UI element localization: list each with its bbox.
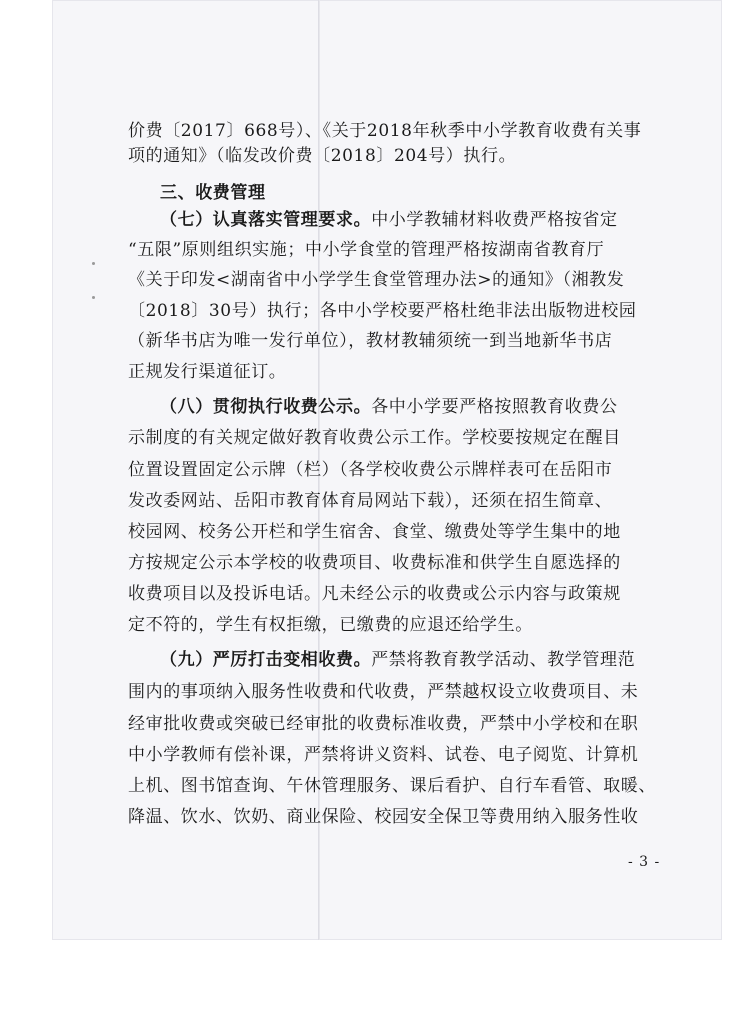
body-line: 《关于印发<湖南省中小学学生食堂管理办法>的通知》（湘教发: [128, 270, 625, 290]
body-line: [160, 645, 635, 670]
body-line: （新华书店为唯一发行单位），教材教辅须统一到当地新华书店: [128, 331, 613, 351]
body-line: 降温、饮水、饮奶、商业保险、校园安全保卫等费用纳入服务性收: [128, 807, 639, 827]
body-line: 示制度的有关规定做好教育收费公示工作。学校要按规定在醒目: [128, 428, 621, 448]
scan-speck: [92, 296, 95, 299]
item-heading: （九）严厉打击变相收费。: [160, 650, 372, 670]
body-line: 经审批收费或突破已经审批的收费标准收费，严禁中小学校和在职: [128, 714, 639, 734]
body-line: [160, 205, 618, 230]
body-line: 中小学教师有偿补课，严禁将讲义资料、试卷、电子阅览、计算机: [128, 745, 639, 765]
body-line: 〔2018〕30号）执行；各中小学校要严格杜绝非法出版物进校园: [128, 301, 637, 321]
body-line: 项的通知》（临发改价费〔2018〕204号）执行。: [128, 146, 517, 166]
body-line: 围内的事项纳入服务性收费和代收费，严禁越权设立收费项目、未: [128, 682, 639, 702]
body-line: “五限”原则组织实施；中小学食堂的管理严格按湖南省教育厅: [128, 240, 605, 260]
item-heading: （七）认真落实管理要求。: [160, 210, 372, 230]
body-text: 各中小学要严格按照教育收费公: [371, 397, 618, 417]
body-line: 校园网、校务公开栏和学生宿舍、食堂、缴费处等学生集中的地: [128, 522, 621, 542]
body-line: 价费〔2017〕668号）、《关于2018年秋季中小学教育收费有关事: [128, 121, 642, 141]
body-line: 发改委网站、岳阳市教育体育局网站下载），还须在招生简章、: [128, 491, 613, 511]
body-text: 严禁将教育教学活动、教学管理范: [371, 650, 636, 670]
body-line: 位置设置固定公示牌（栏）（各学校收费公示牌样表可在岳阳市: [128, 460, 613, 480]
body-line: 正规发行渠道征订。: [128, 362, 287, 382]
body-line: 上机、图书馆查询、午休管理服务、课后看护、自行车看管、取暖、: [128, 776, 656, 796]
section-heading: 三、收费管理: [160, 183, 266, 203]
body-line: 收费项目以及投诉电话。凡未经公示的收费或公示内容与政策规: [128, 584, 621, 604]
body-line: 定不符的，学生有权拒缴，已缴费的应退还给学生。: [128, 615, 533, 635]
page-number: - 3 -: [628, 854, 661, 870]
scan-speck: [92, 262, 95, 265]
body-line: [160, 392, 618, 417]
body-line: 方按规定公示本学校的收费项目、收费标准和供学生自愿选择的: [128, 553, 621, 573]
body-text: 中小学教辅材料收费严格按省定: [371, 210, 618, 230]
item-heading: （八）贯彻执行收费公示。: [160, 397, 372, 417]
